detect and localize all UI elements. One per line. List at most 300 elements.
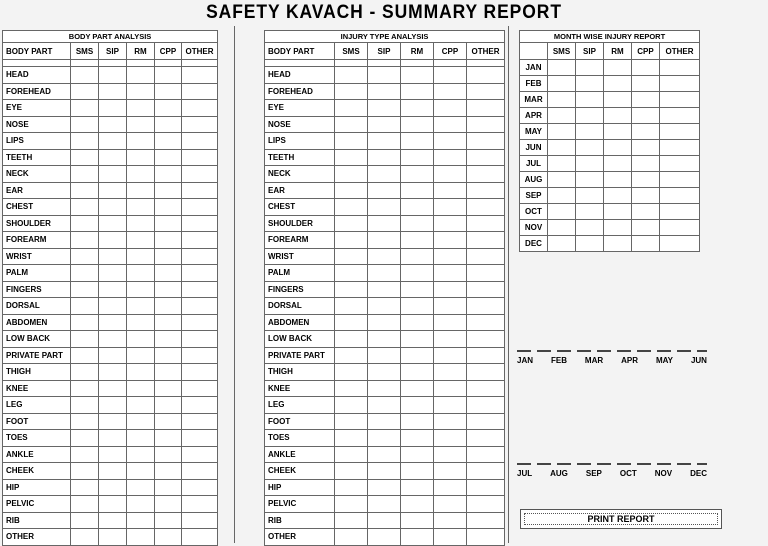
data-cell	[335, 413, 368, 430]
data-cell	[182, 67, 218, 84]
data-cell	[127, 248, 155, 265]
axis-label: FEB	[550, 356, 567, 365]
data-cell	[71, 314, 99, 331]
data-cell	[660, 140, 700, 156]
row-label: CHEEK	[3, 463, 71, 480]
data-cell	[660, 220, 700, 236]
data-cell	[434, 479, 467, 496]
axis-label: DEC	[690, 469, 707, 478]
data-cell	[99, 133, 127, 150]
row-label: TEETH	[3, 149, 71, 166]
data-cell	[155, 446, 182, 463]
data-cell	[434, 67, 467, 84]
column-header: SIP	[99, 43, 127, 60]
data-cell	[368, 232, 401, 249]
data-cell	[335, 182, 368, 199]
data-cell	[401, 413, 434, 430]
data-cell	[401, 364, 434, 381]
table-row	[3, 248, 218, 265]
data-cell	[99, 512, 127, 529]
data-cell	[401, 298, 434, 315]
row-label: ANKLE	[3, 446, 71, 463]
data-cell	[155, 347, 182, 364]
data-cell	[71, 364, 99, 381]
data-cell	[660, 188, 700, 204]
data-cell	[335, 463, 368, 480]
data-cell	[632, 140, 660, 156]
column-header: CPP	[632, 43, 660, 60]
axis-labels	[517, 469, 707, 478]
data-cell	[155, 331, 182, 348]
data-cell	[127, 166, 155, 183]
data-cell	[335, 298, 368, 315]
data-cell	[632, 108, 660, 124]
data-cell	[604, 124, 632, 140]
data-cell	[71, 380, 99, 397]
table-row	[3, 397, 218, 414]
data-cell	[71, 67, 99, 84]
data-cell	[127, 397, 155, 414]
data-cell	[71, 413, 99, 430]
row-label: WRIST	[3, 248, 71, 265]
row-label: THIGH	[3, 364, 71, 381]
row-label: TEETH	[265, 149, 335, 166]
data-cell	[467, 380, 505, 397]
data-cell	[99, 83, 127, 100]
data-cell	[182, 199, 218, 216]
row-label: HEAD	[265, 67, 335, 84]
table-row	[265, 298, 505, 315]
table-row	[3, 364, 218, 381]
table-row	[3, 67, 218, 84]
column-header: CPP	[434, 43, 467, 60]
row-label: EAR	[3, 182, 71, 199]
row-label: PRIVATE PART	[265, 347, 335, 364]
table-row	[520, 60, 700, 76]
data-cell	[155, 116, 182, 133]
table-row	[265, 347, 505, 364]
data-cell	[99, 265, 127, 282]
data-cell	[182, 298, 218, 315]
row-label: EYE	[3, 100, 71, 117]
data-cell	[660, 172, 700, 188]
data-cell	[604, 108, 632, 124]
data-cell	[467, 67, 505, 84]
data-cell	[71, 496, 99, 513]
data-cell	[401, 479, 434, 496]
data-cell	[155, 83, 182, 100]
table-row	[265, 67, 505, 84]
data-cell	[127, 83, 155, 100]
data-cell	[127, 380, 155, 397]
data-cell	[434, 413, 467, 430]
row-label: FINGERS	[265, 281, 335, 298]
data-cell	[548, 60, 576, 76]
row-label: RIB	[3, 512, 71, 529]
row-label: ABDOMEN	[265, 314, 335, 331]
data-cell	[467, 166, 505, 183]
data-cell	[368, 83, 401, 100]
table-row	[3, 281, 218, 298]
table-row	[265, 463, 505, 480]
data-cell	[467, 100, 505, 117]
data-cell	[335, 446, 368, 463]
data-cell	[155, 314, 182, 331]
data-cell	[467, 182, 505, 199]
row-label: DORSAL	[265, 298, 335, 315]
chart-axis-jan-jun	[517, 350, 707, 374]
row-label: MAR	[520, 92, 548, 108]
data-cell	[434, 364, 467, 381]
row-label: RIB	[265, 512, 335, 529]
data-cell	[155, 298, 182, 315]
data-cell	[127, 446, 155, 463]
axis-label: JUN	[690, 356, 707, 365]
data-cell	[127, 430, 155, 447]
column-header: CPP	[155, 43, 182, 60]
table-row	[265, 265, 505, 282]
data-cell	[548, 108, 576, 124]
data-cell	[632, 236, 660, 252]
data-cell	[401, 347, 434, 364]
table-row	[3, 380, 218, 397]
data-cell	[660, 76, 700, 92]
data-cell	[71, 479, 99, 496]
axis-label: JUL	[517, 469, 533, 478]
table-row	[265, 331, 505, 348]
data-cell	[368, 281, 401, 298]
data-cell	[182, 232, 218, 249]
table-row	[520, 172, 700, 188]
data-cell	[467, 512, 505, 529]
data-cell	[99, 248, 127, 265]
data-cell	[182, 100, 218, 117]
data-cell	[434, 133, 467, 150]
row-label: MAY	[520, 124, 548, 140]
data-cell	[434, 496, 467, 513]
data-cell	[576, 204, 604, 220]
data-cell	[660, 60, 700, 76]
data-cell	[71, 83, 99, 100]
data-cell	[368, 397, 401, 414]
table-row	[265, 133, 505, 150]
data-cell	[182, 512, 218, 529]
table-row	[265, 479, 505, 496]
column-header: OTHER	[660, 43, 700, 60]
table-row	[520, 140, 700, 156]
data-cell	[548, 124, 576, 140]
row-label: PALM	[3, 265, 71, 282]
data-cell	[368, 430, 401, 447]
row-label: DEC	[520, 236, 548, 252]
row-label: CHEST	[265, 199, 335, 216]
table-caption: INJURY TYPE ANALYSIS	[265, 31, 505, 43]
data-cell	[71, 430, 99, 447]
row-label: THIGH	[265, 364, 335, 381]
data-cell	[155, 397, 182, 414]
data-cell	[467, 232, 505, 249]
month-wise-injury-table	[519, 30, 700, 252]
data-cell	[434, 199, 467, 216]
data-cell	[99, 215, 127, 232]
row-label: NOV	[520, 220, 548, 236]
data-cell	[368, 265, 401, 282]
table-row	[3, 347, 218, 364]
data-cell	[632, 172, 660, 188]
data-cell	[99, 166, 127, 183]
print-report-label: PRINT REPORT	[587, 514, 655, 524]
data-cell	[155, 380, 182, 397]
table-row	[265, 215, 505, 232]
data-cell	[71, 215, 99, 232]
data-cell	[335, 496, 368, 513]
data-cell	[155, 463, 182, 480]
table-row	[3, 116, 218, 133]
column-header: OTHER	[467, 43, 505, 60]
data-cell	[434, 430, 467, 447]
data-cell	[467, 496, 505, 513]
data-cell	[71, 331, 99, 348]
data-cell	[401, 496, 434, 513]
data-cell	[99, 496, 127, 513]
data-cell	[335, 199, 368, 216]
data-cell	[401, 166, 434, 183]
data-cell	[401, 397, 434, 414]
row-label: FINGERS	[3, 281, 71, 298]
data-cell	[434, 298, 467, 315]
data-cell	[368, 463, 401, 480]
table-row	[520, 76, 700, 92]
data-cell	[99, 463, 127, 480]
table-row	[520, 188, 700, 204]
row-label: AUG	[520, 172, 548, 188]
axis-label: SEP	[585, 469, 602, 478]
table-row	[3, 83, 218, 100]
data-cell	[335, 133, 368, 150]
data-cell	[401, 430, 434, 447]
data-cell	[604, 60, 632, 76]
data-cell	[632, 92, 660, 108]
row-label: OTHER	[3, 529, 71, 546]
data-cell	[155, 215, 182, 232]
row-label: FEB	[520, 76, 548, 92]
table-row	[3, 446, 218, 463]
data-cell	[467, 199, 505, 216]
table-row	[265, 199, 505, 216]
row-label: LEG	[265, 397, 335, 414]
data-cell	[467, 248, 505, 265]
data-cell	[182, 116, 218, 133]
data-cell	[335, 215, 368, 232]
table-row	[3, 265, 218, 282]
data-cell	[401, 248, 434, 265]
data-cell	[434, 149, 467, 166]
data-cell	[99, 298, 127, 315]
table-row	[265, 364, 505, 381]
row-label: PALM	[265, 265, 335, 282]
data-cell	[368, 331, 401, 348]
data-cell	[335, 100, 368, 117]
data-cell	[434, 182, 467, 199]
data-cell	[434, 446, 467, 463]
data-cell	[99, 182, 127, 199]
row-label: OTHER	[265, 529, 335, 546]
data-cell	[127, 265, 155, 282]
data-cell	[434, 347, 467, 364]
data-cell	[660, 124, 700, 140]
data-cell	[368, 182, 401, 199]
data-cell	[434, 100, 467, 117]
column-header: RM	[604, 43, 632, 60]
data-cell	[368, 413, 401, 430]
data-cell	[335, 281, 368, 298]
row-label: FOREHEAD	[3, 83, 71, 100]
data-cell	[434, 83, 467, 100]
data-cell	[127, 116, 155, 133]
data-cell	[155, 100, 182, 117]
data-cell	[335, 380, 368, 397]
axis-labels	[517, 356, 707, 365]
data-cell	[467, 397, 505, 414]
table-row	[265, 248, 505, 265]
data-cell	[127, 512, 155, 529]
data-cell	[401, 314, 434, 331]
data-cell	[71, 281, 99, 298]
data-cell	[335, 479, 368, 496]
data-cell	[71, 116, 99, 133]
data-cell	[127, 67, 155, 84]
data-cell	[335, 116, 368, 133]
data-cell	[576, 172, 604, 188]
table-row	[3, 512, 218, 529]
data-cell	[604, 188, 632, 204]
table-row	[3, 479, 218, 496]
data-cell	[434, 281, 467, 298]
data-cell	[548, 236, 576, 252]
table-row	[520, 156, 700, 172]
table-row	[3, 199, 218, 216]
data-cell	[99, 364, 127, 381]
data-cell	[71, 199, 99, 216]
data-cell	[127, 331, 155, 348]
table-row	[3, 298, 218, 315]
data-cell	[548, 140, 576, 156]
data-cell	[335, 166, 368, 183]
row-label: JAN	[520, 60, 548, 76]
data-cell	[99, 331, 127, 348]
row-label: LOW BACK	[3, 331, 71, 348]
data-cell	[127, 133, 155, 150]
data-cell	[182, 364, 218, 381]
data-cell	[401, 265, 434, 282]
row-label: LIPS	[265, 133, 335, 150]
data-cell	[127, 347, 155, 364]
column-header: BODY PART	[265, 43, 335, 60]
data-cell	[71, 298, 99, 315]
data-cell	[182, 83, 218, 100]
data-cell	[368, 347, 401, 364]
data-cell	[434, 232, 467, 249]
data-cell	[182, 347, 218, 364]
data-cell	[368, 380, 401, 397]
data-cell	[127, 298, 155, 315]
column-header: SMS	[335, 43, 368, 60]
column-header: SMS	[548, 43, 576, 60]
table-row	[265, 397, 505, 414]
table-row	[520, 124, 700, 140]
table-row	[3, 232, 218, 249]
data-cell	[660, 92, 700, 108]
data-cell	[368, 496, 401, 513]
data-cell	[467, 281, 505, 298]
data-cell	[576, 236, 604, 252]
column-header: RM	[401, 43, 434, 60]
data-cell	[335, 232, 368, 249]
data-cell	[576, 124, 604, 140]
data-cell	[434, 397, 467, 414]
data-cell	[434, 463, 467, 480]
data-cell	[99, 149, 127, 166]
table-row	[3, 463, 218, 480]
row-label: NOSE	[3, 116, 71, 133]
table-row	[520, 236, 700, 252]
data-cell	[335, 265, 368, 282]
data-cell	[401, 116, 434, 133]
divider	[508, 26, 509, 543]
data-cell	[548, 188, 576, 204]
data-cell	[71, 133, 99, 150]
table-row	[265, 380, 505, 397]
data-cell	[335, 248, 368, 265]
row-label: FOOT	[265, 413, 335, 430]
data-cell	[467, 149, 505, 166]
row-label: OCT	[520, 204, 548, 220]
data-cell	[182, 380, 218, 397]
table-caption: BODY PART ANALYSIS	[3, 31, 218, 43]
data-cell	[71, 100, 99, 117]
data-cell	[467, 298, 505, 315]
data-cell	[660, 108, 700, 124]
data-cell	[401, 512, 434, 529]
table-row	[265, 281, 505, 298]
data-cell	[182, 182, 218, 199]
data-cell	[368, 446, 401, 463]
data-cell	[155, 166, 182, 183]
axis-label: MAY	[655, 356, 673, 365]
row-label: EAR	[265, 182, 335, 199]
table-row	[3, 149, 218, 166]
data-cell	[335, 149, 368, 166]
print-report-button[interactable]	[520, 509, 722, 529]
data-cell	[127, 479, 155, 496]
data-cell	[632, 188, 660, 204]
data-cell	[127, 413, 155, 430]
data-cell	[401, 446, 434, 463]
data-cell	[155, 199, 182, 216]
chart-axis-jul-dec	[517, 463, 707, 487]
data-cell	[99, 397, 127, 414]
row-label: PRIVATE PART	[3, 347, 71, 364]
data-cell	[401, 133, 434, 150]
data-cell	[434, 248, 467, 265]
data-cell	[127, 281, 155, 298]
data-cell	[127, 314, 155, 331]
data-cell	[604, 92, 632, 108]
data-cell	[99, 232, 127, 249]
data-cell	[71, 232, 99, 249]
data-cell	[632, 220, 660, 236]
data-cell	[576, 92, 604, 108]
